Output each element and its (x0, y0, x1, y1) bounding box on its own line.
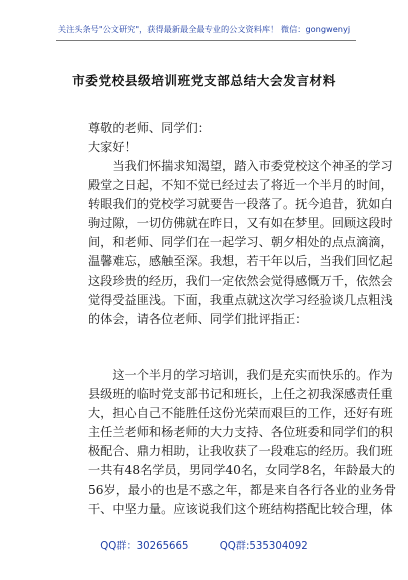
paragraph-line: 一共有48名学员，男同学40名，女同学8名，年龄最大的 (88, 463, 395, 478)
paragraph-line: 56岁，最小的也是不惑之年，都是来自各行各业的业务骨 (88, 482, 397, 497)
paragraph-line: 这一个半月的学习培训，我们是充实而快乐的。作为 (88, 368, 393, 382)
footer-qq-group-2: QQ群:535304092 (219, 541, 308, 552)
paragraph-line: 当我们怀揣求知渴望，踏入市委党校这个神圣的学习 (88, 159, 393, 173)
footer-contact (0, 537, 408, 552)
greeting: 大家好！ (88, 140, 137, 154)
paragraph-line: 温馨难忘，感触至深。我想，若干年以后，当我们回忆起 (88, 254, 393, 269)
paragraph-2 (88, 366, 397, 519)
paragraph-line: 大，担心自己不能胜任这份光荣而艰巨的工作，还好有班 (88, 406, 393, 421)
paragraph-line: 觉得受益匪浅。下面，我重点就这次学习经验谈几点粗浅 (88, 292, 393, 307)
header-divider (56, 40, 356, 41)
paragraph-line: 驹过隙，一切仿佛就在昨日，又有如在梦里。回顾这段时 (88, 216, 393, 231)
paragraph-1 (88, 157, 393, 329)
footer-qq-group-1: QQ群：30265665 (100, 541, 189, 552)
paragraph-line: 主任兰老师和杨老师的大力支持、各位班委和同学们的积 (88, 425, 393, 440)
document-title: 市委党校县级培训班党支部总结大会发言材料 (72, 73, 336, 88)
paragraph-line: 县级班的临时党支部书记和班长，上任之初我深感责任重 (88, 387, 393, 402)
paragraph-line: 殿堂之日起，不知不觉已经过去了将近一个半月的时间， (88, 178, 393, 193)
salutation: 尊敬的老师、同学们： (88, 121, 210, 135)
paragraph-line: 这段珍贵的经历，我们一定依然会觉得感慨万千，依然会 (88, 273, 393, 288)
paragraph-line: 间，和老师、同学们在一起学习、朝夕相处的点点滴滴， (88, 235, 393, 250)
paragraph-line: 干、中坚力量。应该说我们这个班结构搭配比较合理，体 (88, 501, 393, 516)
paragraph-line: 极配合、鼎力相助，让我收获了一段难忘的经历。我们班 (88, 444, 393, 459)
paragraph-line: 转眼我们的党校学习就要告一段落了。抚今追昔，犹如白 (88, 197, 393, 212)
paragraph-line: 的体会，请各位老师、同学们批评指正： (88, 311, 308, 326)
header-banner: 关注头条号"公文研究"，获得最新最全最专业的公文资料库！ 微信：gongwenyj (57, 24, 351, 34)
